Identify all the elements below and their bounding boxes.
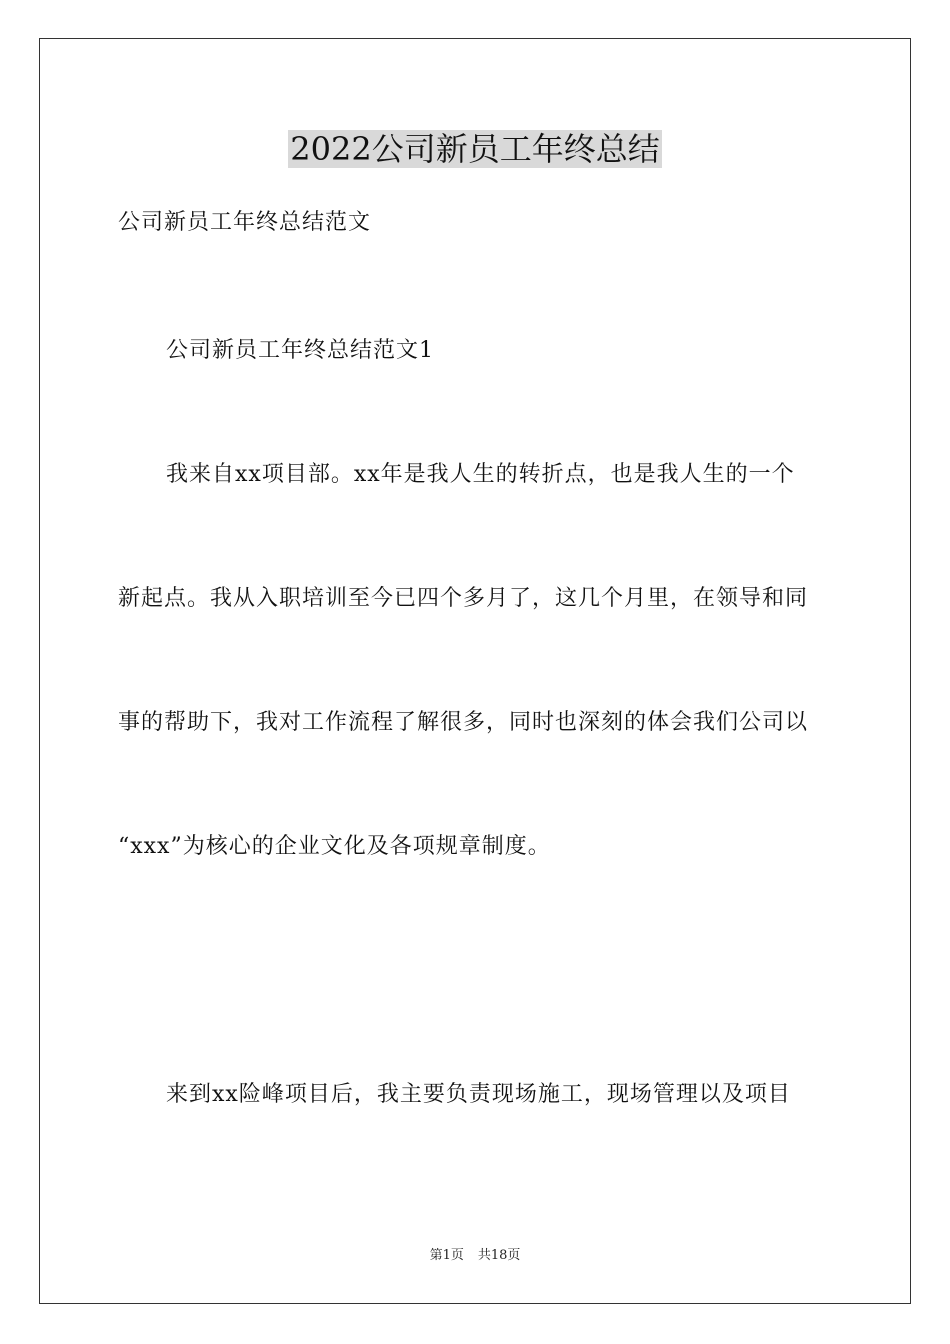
document-subtitle: 公司新员工年终总结范文 (118, 210, 372, 235)
document-title (0, 126, 950, 172)
page-number: 第1页 (429, 1248, 464, 1263)
section-heading: 公司新员工年终总结范文1 (166, 338, 434, 363)
paragraph1-line-3: 事的帮助下，我对工作流程了解很多，同时也深刻的体会我们公司以 (118, 710, 809, 735)
page-footer (0, 1247, 950, 1265)
page-total: 共18页 (477, 1248, 521, 1263)
paragraph1-line-4: “xxx”为核心的企业文化及各项规章制度。 (118, 834, 551, 859)
paragraph2-line-1: 来到xx险峰项目后，我主要负责现场施工，现场管理以及项目 (166, 1082, 791, 1107)
paragraph1-line-1: 我来自xx项目部。xx年是我人生的转折点，也是我人生的一个 (166, 462, 795, 487)
document-title-text: 2022公司新员工年终总结 (290, 130, 660, 168)
paragraph1-line-2: 新起点。我从入职培训至今已四个多月了，这几个月里，在领导和同 (118, 586, 809, 611)
